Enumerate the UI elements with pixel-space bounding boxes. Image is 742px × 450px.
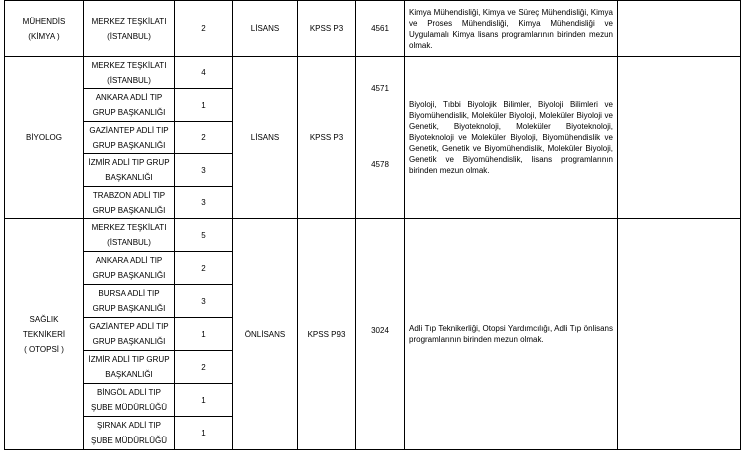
- level-cell: ÖNLİSANS: [244, 329, 286, 339]
- notes-cell: [618, 57, 740, 218]
- code-cell: 4561: [371, 24, 389, 33]
- grid-line: [740, 0, 741, 450]
- qualification-cell: Kimya Mühendisliği, Kimya ve Süreç Mühendisliği, Kimya ve Proses Mühendisliği, Kimya Mühendisliği ve Uygulamalı Kimya lisans programlarının birinden mezun olmak.: [409, 7, 613, 50]
- count-cell: 1: [201, 395, 206, 405]
- count-cell: 5: [201, 230, 206, 240]
- code-cell: 3024: [371, 326, 389, 335]
- level-cell: LİSANS: [250, 24, 280, 33]
- unit-cell: GAZİANTEP ADLİ TIP GRUP BAŞKANLIĞI: [89, 322, 169, 346]
- level-cell: LİSANS: [250, 133, 280, 142]
- score-type-cell: KPSS P3: [309, 133, 344, 142]
- unit-cell: ŞIRNAK ADLİ TIP ŞUBE MÜDÜRLÜĞÜ: [90, 421, 167, 445]
- unit-cell: MERKEZ TEŞKİLATI (İSTANBUL): [91, 223, 167, 247]
- unit-cell: BURSA ADLİ TIP GRUP BAŞKANLIĞI: [92, 289, 166, 313]
- unit-cell: MERKEZ TEŞKİLATI (İSTANBUL): [91, 16, 167, 41]
- count-cell: 4: [201, 68, 206, 77]
- unit-cell: İZMİR ADLİ TIP GRUP BAŞKANLIĞI: [88, 355, 170, 379]
- position-cell: SAĞLIK TEKNİKERİ ( OTOPSİ ): [22, 314, 66, 354]
- qualification-cell: Biyoloji, Tıbbi Biyolojik Bilimler, Biyoloji Bilimleri ve Biyomühendislik, Moleküler Biyoloji, Moleküler Biyoloji ve Genetik, Biyoteknoloji, Moleküler Biyoteknoloji, Biyoteknoloji ve Moleküler Biyoloji, Biyomühendislik ve Genetik, Genetik ve Biyomühendislik, Moleküler Biyoloji, Genetik ve Biyomühendislik, lisans programlarının birinden mezun olmak.: [409, 100, 613, 175]
- count-cell: 2: [201, 133, 206, 142]
- unit-cell: TRABZON ADLİ TIP GRUP BAŞKANLIĞI: [92, 190, 166, 215]
- count-cell: 1: [201, 329, 206, 339]
- qualification-cell: Adli Tıp Teknikerliği, Otopsi Yardımcılığı, Adli Tıp önlisans programlarının birinden mezun olmak.: [409, 324, 613, 344]
- score-type-cell: KPSS P93: [307, 329, 346, 339]
- code-cell: 4571: [371, 84, 389, 93]
- count-cell: 2: [201, 24, 206, 33]
- unit-cell: BİNGÖL ADLİ TIP ŞUBE MÜDÜRLÜĞÜ: [90, 388, 167, 412]
- count-cell: 3: [201, 198, 206, 207]
- count-cell: 3: [201, 296, 206, 306]
- unit-cell: ANKARA ADLİ TIP GRUP BAŞKANLIĞI: [92, 93, 166, 117]
- unit-cell: GAZİANTEP ADLİ TIP GRUP BAŞKANLIĞI: [89, 125, 169, 150]
- unit-cell: MERKEZ TEŞKİLATI (İSTANBUL): [91, 60, 167, 85]
- count-cell: 1: [201, 100, 206, 110]
- count-cell: 2: [201, 362, 206, 372]
- code-cell: 4578: [371, 160, 389, 169]
- unit-cell: ANKARA ADLİ TIP GRUP BAŞKANLIĞI: [92, 256, 166, 280]
- count-cell: 2: [201, 263, 206, 273]
- position-cell: MÜHENDİS (KİMYA ): [22, 16, 66, 41]
- count-cell: 1: [201, 428, 206, 438]
- position-cell: BİYOLOG: [25, 133, 62, 142]
- notes-cell: [618, 1, 740, 56]
- unit-cell: İZMİR ADLİ TIP GRUP BAŞKANLIĞI: [88, 158, 170, 182]
- grid-line: [355, 0, 356, 450]
- notes-cell: [618, 219, 740, 449]
- count-cell: 3: [201, 165, 206, 175]
- score-type-cell: KPSS P3: [309, 24, 344, 33]
